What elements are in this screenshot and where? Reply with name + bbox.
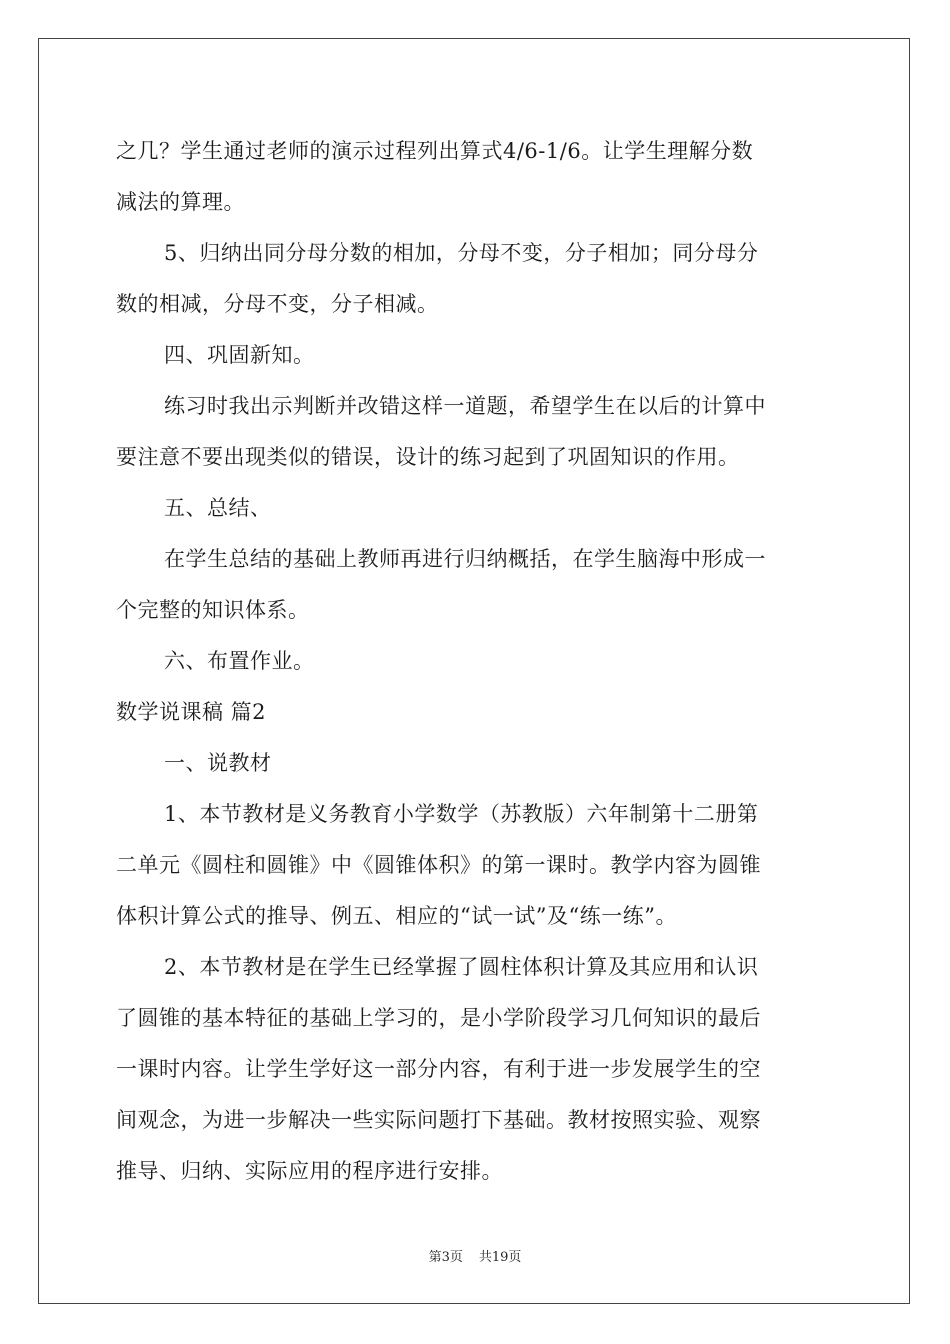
text-line-14: 1、本节教材是义务教育小学数学（苏教版）六年制第十二册第 bbox=[164, 802, 759, 826]
text-line-4: 数的相减，分母不变，分子相减。 bbox=[116, 292, 439, 316]
article-title: 数学说课稿 篇2 bbox=[116, 700, 267, 724]
text-line-21: 推导、归纳、实际应用的程序进行安排。 bbox=[116, 1159, 503, 1183]
page-total: 共19页 bbox=[478, 1250, 522, 1265]
section-heading-consolidate: 四、巩固新知。 bbox=[164, 343, 315, 367]
text-line-18: 了圆锥的基本特征的基础上学习的，是小学阶段学习几何知识的最后 bbox=[116, 1006, 761, 1030]
section-heading-homework: 六、布置作业。 bbox=[164, 649, 315, 673]
text-line-10: 个完整的知识体系。 bbox=[116, 598, 310, 622]
text-line-16: 体积计算公式的推导、例五、相应的“试一试”及“练一练”。 bbox=[116, 904, 677, 928]
section-heading-textbook: 一、说教材 bbox=[164, 751, 272, 775]
text-line-1: 之几？学生通过老师的演示过程列出算式4/6-1/6。让学生理解分数 bbox=[116, 139, 754, 163]
page-footer bbox=[0, 1246, 950, 1265]
text-line-9: 在学生总结的基础上教师再进行归纳概括，在学生脑海中形成一 bbox=[164, 547, 766, 571]
text-line-6: 练习时我出示判断并改错这样一道题，希望学生在以后的计算中 bbox=[164, 394, 766, 418]
section-heading-summary: 五、总结、 bbox=[164, 496, 272, 520]
text-line-17: 2、本节教材是在学生已经掌握了圆柱体积计算及其应用和认识 bbox=[164, 955, 759, 979]
text-line-3: 5、归纳出同分母分数的相加，分母不变，分子相加；同分母分 bbox=[164, 241, 759, 265]
text-line-7: 要注意不要出现类似的错误，设计的练习起到了巩固知识的作用。 bbox=[116, 445, 740, 469]
text-line-2: 减法的算理。 bbox=[116, 190, 245, 214]
text-line-15: 二单元《圆柱和圆锥》中《圆锥体积》的第一课时。教学内容为圆锥 bbox=[116, 853, 761, 877]
text-line-20: 间观念，为进一步解决一些实际问题打下基础。教材按照实验、观察 bbox=[116, 1108, 761, 1132]
page-number: 第3页 bbox=[428, 1250, 463, 1265]
text-line-19: 一课时内容。让学生学好这一部分内容，有利于进一步发展学生的空 bbox=[116, 1057, 761, 1081]
document-body bbox=[116, 126, 836, 1197]
